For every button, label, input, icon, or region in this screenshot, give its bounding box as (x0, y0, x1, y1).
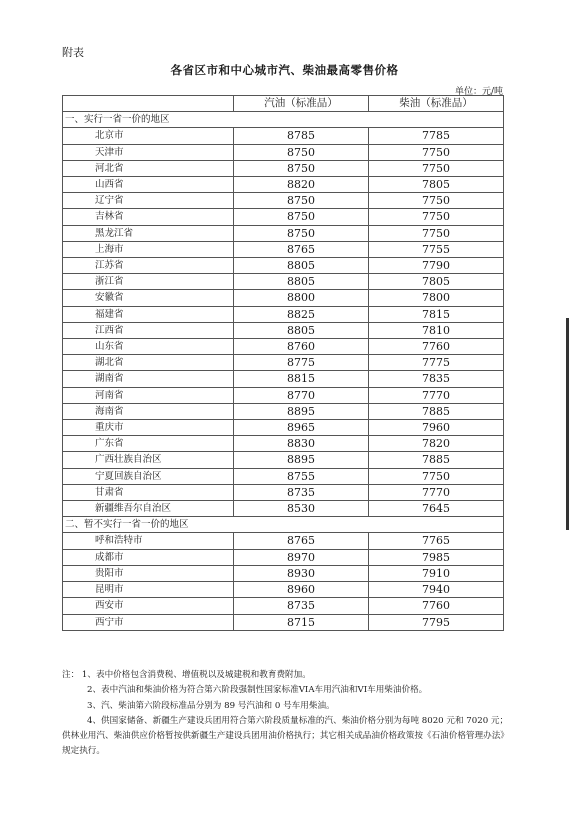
region-cell: 天津市 (63, 144, 234, 160)
section-row (63, 112, 504, 128)
gasoline-price-cell: 8805 (234, 258, 369, 274)
diesel-price-cell: 7765 (369, 533, 504, 549)
note-3: 3、汽、柴油第六阶段标准品分别为 89 号汽油和 0 号车用柴油。 (87, 700, 335, 711)
region-cell: 重庆市 (63, 420, 234, 436)
gasoline-price-cell: 8750 (234, 193, 369, 209)
table-row (63, 241, 504, 257)
table-row (63, 144, 504, 160)
diesel-price-cell: 7835 (369, 371, 504, 387)
table-row (63, 258, 504, 274)
header-gasoline: 汽油（标准品） (234, 96, 369, 112)
table-row (63, 452, 504, 468)
region-cell: 新疆维吾尔自治区 (63, 501, 234, 517)
page-title: 各省区市和中心城市汽、柴油最高零售价格 (170, 63, 399, 77)
diesel-price-cell: 7645 (369, 501, 504, 517)
table-row (63, 274, 504, 290)
region-cell: 江西省 (63, 322, 234, 338)
table-row (63, 209, 504, 225)
gasoline-price-cell: 8800 (234, 290, 369, 306)
diesel-price-cell: 7760 (369, 598, 504, 614)
table-row (63, 403, 504, 419)
gasoline-price-cell: 8775 (234, 355, 369, 371)
table-row (63, 582, 504, 598)
table-row (63, 549, 504, 565)
gasoline-price-cell: 8750 (234, 160, 369, 176)
diesel-price-cell: 7810 (369, 322, 504, 338)
diesel-price-cell: 7790 (369, 258, 504, 274)
gasoline-price-cell: 8765 (234, 241, 369, 257)
gasoline-price-cell: 8785 (234, 128, 369, 144)
section-label: 二、暂不实行一省一价的地区 (63, 517, 504, 533)
gasoline-price-cell: 8895 (234, 403, 369, 419)
region-cell: 湖南省 (63, 371, 234, 387)
table-body (63, 112, 504, 631)
gasoline-price-cell: 8750 (234, 209, 369, 225)
note-2: 2、表中汽油和柴油价格为符合第六阶段强制性国家标准VIA车用汽油和VI车用柴油价格。 (87, 685, 428, 696)
region-cell: 山西省 (63, 177, 234, 193)
diesel-price-cell: 7750 (369, 144, 504, 160)
region-cell: 广东省 (63, 436, 234, 452)
gasoline-price-cell: 8930 (234, 565, 369, 581)
diesel-price-cell: 7805 (369, 177, 504, 193)
region-cell: 河南省 (63, 387, 234, 403)
region-cell: 宁夏回族自治区 (63, 468, 234, 484)
region-cell: 贵阳市 (63, 565, 234, 581)
table-row (63, 306, 504, 322)
gasoline-price-cell: 8530 (234, 501, 369, 517)
region-cell: 山东省 (63, 339, 234, 355)
table-header-row (63, 96, 504, 112)
table-row (63, 225, 504, 241)
diesel-price-cell: 7800 (369, 290, 504, 306)
table-row (63, 501, 504, 517)
region-cell: 成都市 (63, 549, 234, 565)
table-row (63, 387, 504, 403)
diesel-price-cell: 7820 (369, 436, 504, 452)
diesel-price-cell: 7885 (369, 452, 504, 468)
price-table (62, 95, 504, 631)
diesel-price-cell: 7940 (369, 582, 504, 598)
gasoline-price-cell: 8735 (234, 598, 369, 614)
footnotes (62, 668, 512, 760)
region-cell: 福建省 (63, 306, 234, 322)
table-row (63, 355, 504, 371)
region-cell: 昆明市 (63, 582, 234, 598)
region-cell: 湖北省 (63, 355, 234, 371)
table-row (63, 128, 504, 144)
region-cell: 黑龙江省 (63, 225, 234, 241)
diesel-price-cell: 7815 (369, 306, 504, 322)
header-region (63, 96, 234, 112)
gasoline-price-cell: 8820 (234, 177, 369, 193)
table-row (63, 193, 504, 209)
table-row (63, 614, 504, 630)
region-cell: 北京市 (63, 128, 234, 144)
table-row (63, 290, 504, 306)
section-row (63, 517, 504, 533)
diesel-price-cell: 7960 (369, 420, 504, 436)
diesel-price-cell: 7795 (369, 614, 504, 630)
gasoline-price-cell: 8895 (234, 452, 369, 468)
diesel-price-cell: 7775 (369, 355, 504, 371)
gasoline-price-cell: 8830 (234, 436, 369, 452)
table-row (63, 371, 504, 387)
gasoline-price-cell: 8760 (234, 339, 369, 355)
gasoline-price-cell: 8805 (234, 322, 369, 338)
gasoline-price-cell: 8960 (234, 582, 369, 598)
gasoline-price-cell: 8765 (234, 533, 369, 549)
table-row (63, 598, 504, 614)
note-4: 4、供国家储备、新疆生产建设兵团用符合第六阶段质量标准的汽、柴油价格分别为每吨 8020 元和 7020 元；供林业用汽、柴油供应价格暂按供新疆生产建设兵团用油价格执行；其它相关成品油价格政策按《石油价格管理办法》规定执行。 (62, 715, 509, 757)
table-row (63, 565, 504, 581)
diesel-price-cell: 7750 (369, 193, 504, 209)
table-row (63, 322, 504, 338)
diesel-price-cell: 7750 (369, 209, 504, 225)
region-cell: 海南省 (63, 403, 234, 419)
note-1: 注： 1、表中价格包含消费税、增值税以及城建税和教育费附加。 (62, 670, 311, 680)
diesel-price-cell: 7755 (369, 241, 504, 257)
region-cell: 辽宁省 (63, 193, 234, 209)
gasoline-price-cell: 8755 (234, 468, 369, 484)
diesel-price-cell: 7805 (369, 274, 504, 290)
region-cell: 西宁市 (63, 614, 234, 630)
diesel-price-cell: 7750 (369, 160, 504, 176)
table-row (63, 484, 504, 500)
diesel-price-cell: 7770 (369, 484, 504, 500)
table-row (63, 468, 504, 484)
region-cell: 呼和浩特市 (63, 533, 234, 549)
region-cell: 西安市 (63, 598, 234, 614)
diesel-price-cell: 7750 (369, 468, 504, 484)
diesel-price-cell: 7985 (369, 549, 504, 565)
region-cell: 广西壮族自治区 (63, 452, 234, 468)
section-label: 一、实行一省一价的地区 (63, 112, 504, 128)
gasoline-price-cell: 8825 (234, 306, 369, 322)
diesel-price-cell: 7885 (369, 403, 504, 419)
diesel-price-cell: 7910 (369, 565, 504, 581)
unit-label: 单位：元/吨 (454, 87, 503, 97)
region-cell: 江苏省 (63, 258, 234, 274)
region-cell: 安徽省 (63, 290, 234, 306)
table-row (63, 533, 504, 549)
region-cell: 吉林省 (63, 209, 234, 225)
diesel-price-cell: 7770 (369, 387, 504, 403)
table-row (63, 436, 504, 452)
gasoline-price-cell: 8770 (234, 387, 369, 403)
region-cell: 浙江省 (63, 274, 234, 290)
region-cell: 河北省 (63, 160, 234, 176)
region-cell: 甘肃省 (63, 484, 234, 500)
gasoline-price-cell: 8815 (234, 371, 369, 387)
diesel-price-cell: 7785 (369, 128, 504, 144)
gasoline-price-cell: 8750 (234, 225, 369, 241)
gasoline-price-cell: 8715 (234, 614, 369, 630)
table-row (63, 177, 504, 193)
table-row (63, 160, 504, 176)
table-row (63, 420, 504, 436)
gasoline-price-cell: 8805 (234, 274, 369, 290)
gasoline-price-cell: 8735 (234, 484, 369, 500)
gasoline-price-cell: 8750 (234, 144, 369, 160)
header-diesel: 柴油（标准品） (369, 96, 504, 112)
gasoline-price-cell: 8965 (234, 420, 369, 436)
diesel-price-cell: 7760 (369, 339, 504, 355)
gasoline-price-cell: 8970 (234, 549, 369, 565)
region-cell: 上海市 (63, 241, 234, 257)
diesel-price-cell: 7750 (369, 225, 504, 241)
table-row (63, 339, 504, 355)
appendix-label: 附表 (62, 46, 84, 59)
